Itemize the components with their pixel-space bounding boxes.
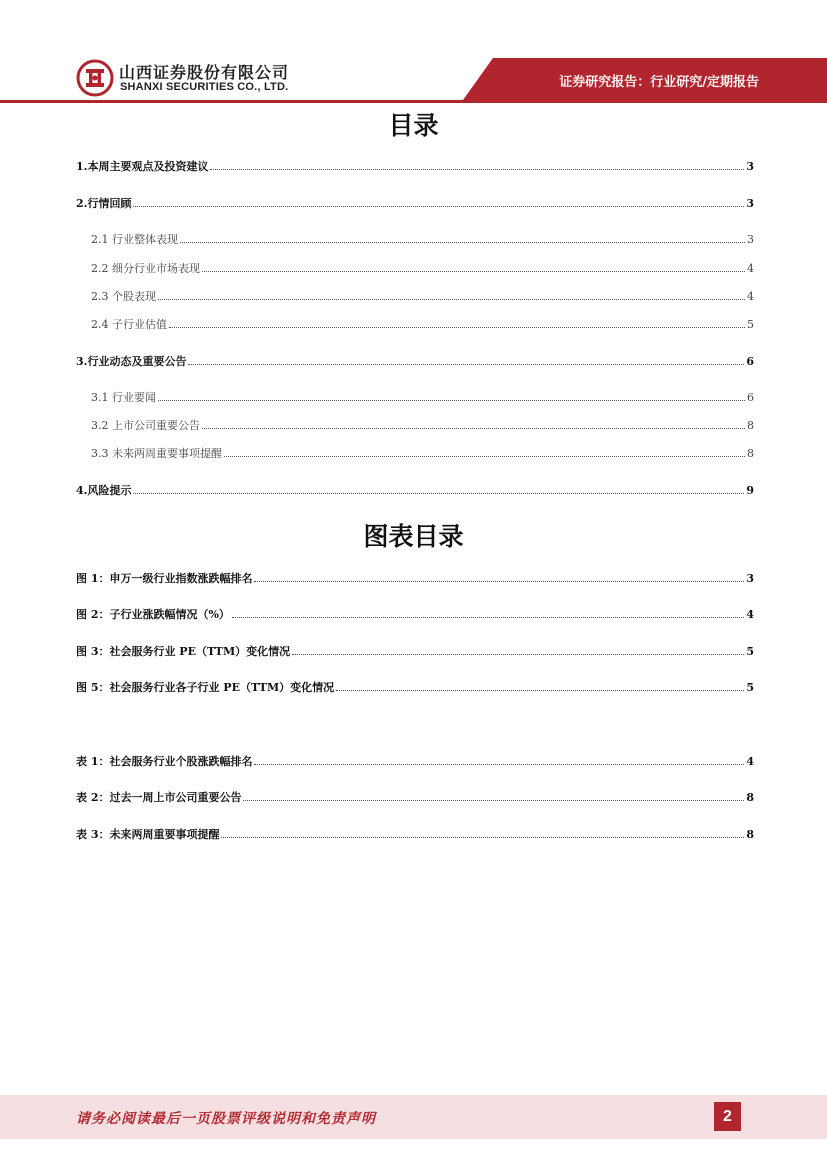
page-header <box>0 0 827 105</box>
toc-item[interactable] <box>76 195 754 211</box>
toc-leader <box>180 241 745 243</box>
toc-item-label: 3.2 上市公司重要公告 <box>91 419 200 432</box>
disclaimer-notice: 请务必阅读最后一页股票评级说明和免责声明 <box>76 1111 376 1127</box>
toc-item-label: 2.1 行业整体表现 <box>91 233 178 246</box>
toc-title: 目录 <box>388 111 439 140</box>
toc-item[interactable] <box>76 353 754 369</box>
toc-item-label: 1.本周主要观点及投资建议 <box>76 160 209 173</box>
toc-leader <box>254 580 744 582</box>
toc-leader <box>210 168 744 170</box>
table-item-page: 8 <box>746 828 754 841</box>
company-name-cn: 山西证券股份有限公司 <box>119 63 290 82</box>
figure-item-label: 图 2：子行业涨跌幅情况（%） <box>76 608 230 621</box>
toc-leader <box>232 616 744 618</box>
table-item[interactable] <box>76 789 754 805</box>
toc-leader <box>292 653 744 655</box>
toc-leader <box>158 298 745 300</box>
toc-item-page: 9 <box>746 484 754 497</box>
toc-leader <box>133 492 744 494</box>
toc-leader <box>254 763 744 765</box>
figure-item[interactable] <box>76 643 754 659</box>
toc-item-page: 5 <box>747 318 754 331</box>
figure-item[interactable] <box>76 679 754 695</box>
toc-item-page: 6 <box>746 355 754 368</box>
toc-item-page: 8 <box>747 447 754 460</box>
table-item-page: 8 <box>746 791 754 804</box>
figure-item-label: 图 1：申万一级行业指数涨跌幅排名 <box>76 572 253 585</box>
toc-item[interactable] <box>91 389 754 405</box>
toc-leader <box>169 326 745 328</box>
toc-leader <box>221 836 744 838</box>
toc-item-label: 2.4 子行业估值 <box>91 318 167 331</box>
toc-item[interactable] <box>91 417 754 433</box>
toc-item-label: 3.3 未来两周重要事项提醒 <box>91 447 222 460</box>
toc-leader <box>158 399 745 401</box>
figure-item-page: 3 <box>746 572 754 585</box>
toc-leader <box>202 427 745 429</box>
toc-item[interactable] <box>91 231 754 247</box>
table-item-page: 4 <box>746 755 754 768</box>
toc-item[interactable] <box>91 445 754 461</box>
page-footer <box>0 1095 827 1139</box>
toc-leader <box>133 205 744 207</box>
figure-item[interactable] <box>76 606 754 622</box>
page-number: 2 <box>714 1102 741 1131</box>
toc-item[interactable] <box>91 316 754 332</box>
figure-item-label: 图 5：社会服务行业各子行业 PE（TTM）变化情况 <box>76 681 335 694</box>
figure-item-label: 图 3：社会服务行业 PE（TTM）变化情况 <box>76 645 291 658</box>
table-item-label: 表 3：未来两周重要事项提醒 <box>76 828 220 841</box>
toc-item[interactable] <box>91 260 754 276</box>
report-type-label: 证券研究报告：行业研究/定期报告 <box>559 75 759 90</box>
table-item[interactable] <box>76 753 754 769</box>
toc-leader <box>202 270 745 272</box>
company-name-en: SHANXI SECURITIES CO., LTD. <box>120 81 289 93</box>
toc-leader <box>224 455 745 457</box>
figure-item-page: 5 <box>746 645 754 658</box>
toc-leader <box>188 363 744 365</box>
toc-item-label: 3.1 行业要闻 <box>91 391 156 404</box>
toc-item-label: 2.2 细分行业市场表现 <box>91 262 200 275</box>
toc-leader <box>336 689 744 691</box>
toc-item[interactable] <box>76 482 754 498</box>
figures-title: 图表目录 <box>363 522 464 551</box>
toc-item[interactable] <box>76 158 754 174</box>
toc-item-label: 4.风险提示 <box>76 484 132 497</box>
figure-item-page: 4 <box>746 608 754 621</box>
toc-item-page: 8 <box>747 419 754 432</box>
toc-leader <box>243 799 744 801</box>
toc-item-label: 2.3 个股表现 <box>91 290 156 303</box>
table-item-label: 表 2：过去一周上市公司重要公告 <box>76 791 242 804</box>
figure-item-page: 5 <box>746 681 754 694</box>
table-item[interactable] <box>76 826 754 842</box>
toc-item-page: 4 <box>747 262 754 275</box>
table-item-label: 表 1：社会服务行业个股涨跌幅排名 <box>76 755 253 768</box>
figure-item[interactable] <box>76 570 754 586</box>
toc-item[interactable] <box>91 288 754 304</box>
toc-item-label: 3.行业动态及重要公告 <box>76 355 187 368</box>
toc-item-page: 3 <box>747 233 754 246</box>
toc-item-page: 3 <box>746 197 754 210</box>
toc-item-label: 2.行情回顾 <box>76 197 132 210</box>
toc-item-page: 6 <box>747 391 754 404</box>
toc-item-page: 3 <box>746 160 754 173</box>
toc-item-page: 4 <box>747 290 754 303</box>
